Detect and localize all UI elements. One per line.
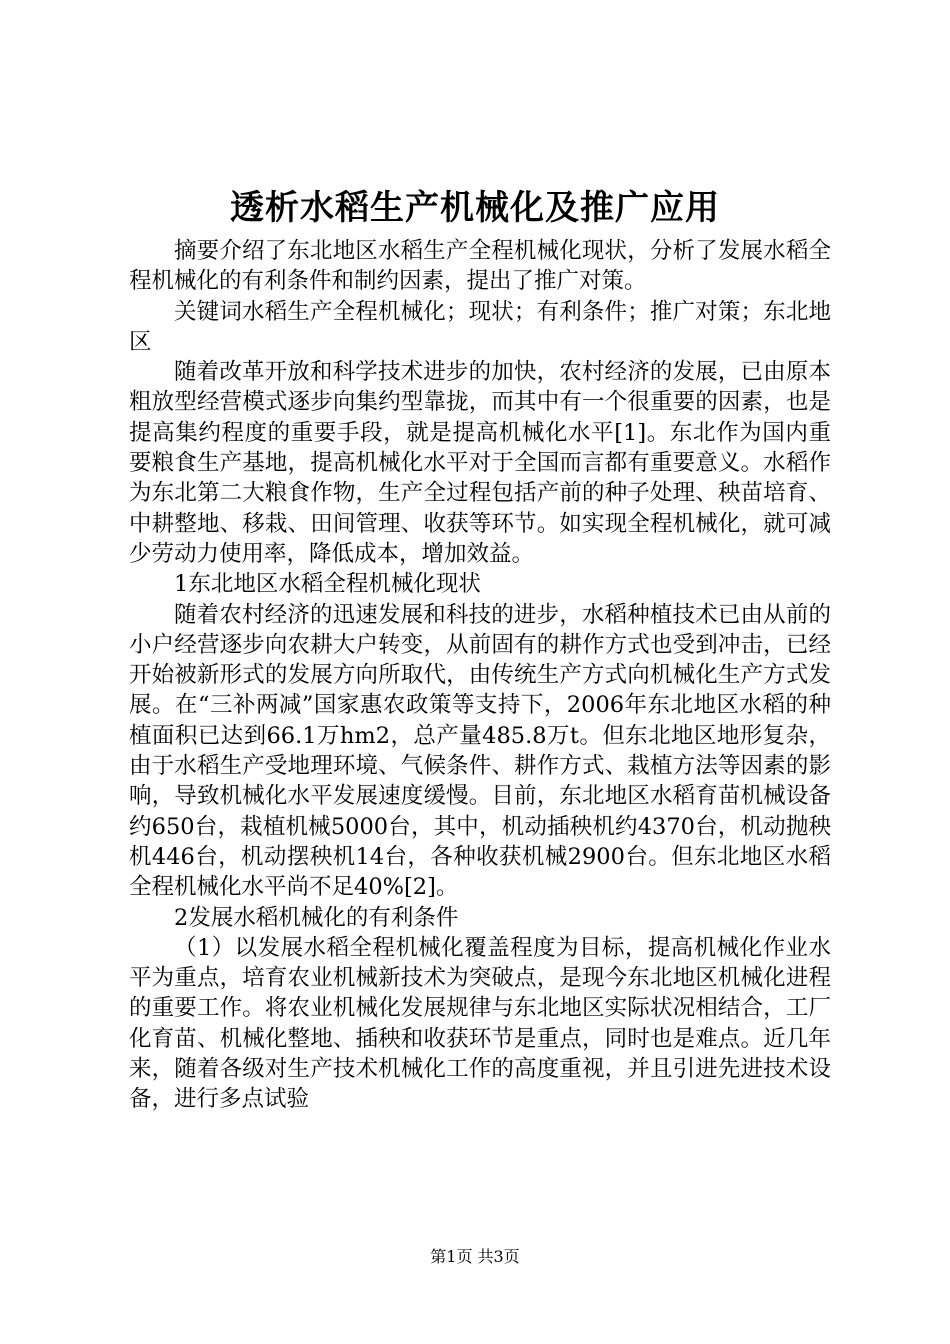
section-heading-1: 1东北地区水稻全程机械化现状 [174,571,481,598]
abstract-paragraph: 摘要介绍了东北地区水稻生产全程机械化现状，分析了发展水稻全程机械化的有利条件和制约因素，提出了推广对策。 [129,238,831,295]
section-heading-2: 2发展水稻机械化的有利条件 [174,904,459,931]
section-1-paragraph: 随着农村经济的迅速发展和科技的进步，水稻种植技术已由从前的小户经营逐步向农耕大户转变，从前固有的耕作方式也受到冲击，已经开始被新形式的发展方向所取代，由传统生产方式向机械化生产方式发展。在“三补两减”国家惠农政策等支持下，2006年东北地区水稻的种植面积已达到66.1万hm2，总产量485.8万t。但东北地区地形复杂，由于水稻生产受地理环境、气候条件、耕作方式、栽植方法等因素的影响，导致机械化水平发展速度缓慢。目前，东北地区水稻育苗机械设备约650台，栽植机械5000台，其中，机动插秧机约4370台，机动抛秧机446台，机动摆秧机14台，各种收获机械2900台。但东北地区水稻全程机械化水平尚不足40%[2]。 [129,601,831,901]
intro-paragraph: 随着改革开放和科学技术进步的加快，农村经济的发展，已由原本粗放型经营模式逐步向集约型靠拢，而其中有一个很重要的因素，也是提高集约程度的重要手段，就是提高机械化水平[1]。东北作为国内重要粮食生产基地，提高机械化水平对于全国而言都有重要意义。水稻作为东北第二大粮食作物，生产全过程包括产前的种子处理、秧苗培育、中耕整地、移栽、田间管理、收获等环节。如实现全程机械化，就可减少劳动力使用率，降低成本，增加效益。 [129,359,831,567]
document-title: 透析水稻生产机械化及推广应用 [230,188,720,228]
page-footer: 第1页 共3页 [430,1247,520,1266]
document-body [129,236,831,1115]
keywords-paragraph: 关键词水稻生产全程机械化；现状；有利条件；推广对策；东北地区 [129,298,831,355]
section-2-paragraph: （1）以发展水稻全程机械化覆盖程度为目标，提高机械化作业水平为重点，培育农业机械新技术为突破点，是现今东北地区机械化进程的重要工作。将农业机械化发展规律与东北地区实际状况相结合，工厂化育苗、机械化整地、插秧和收获环节是重点，同时也是难点。近几年来，随着各级对生产技术机械化工作的高度重视，并且引进先进技术设备，进行多点试验 [129,934,831,1113]
